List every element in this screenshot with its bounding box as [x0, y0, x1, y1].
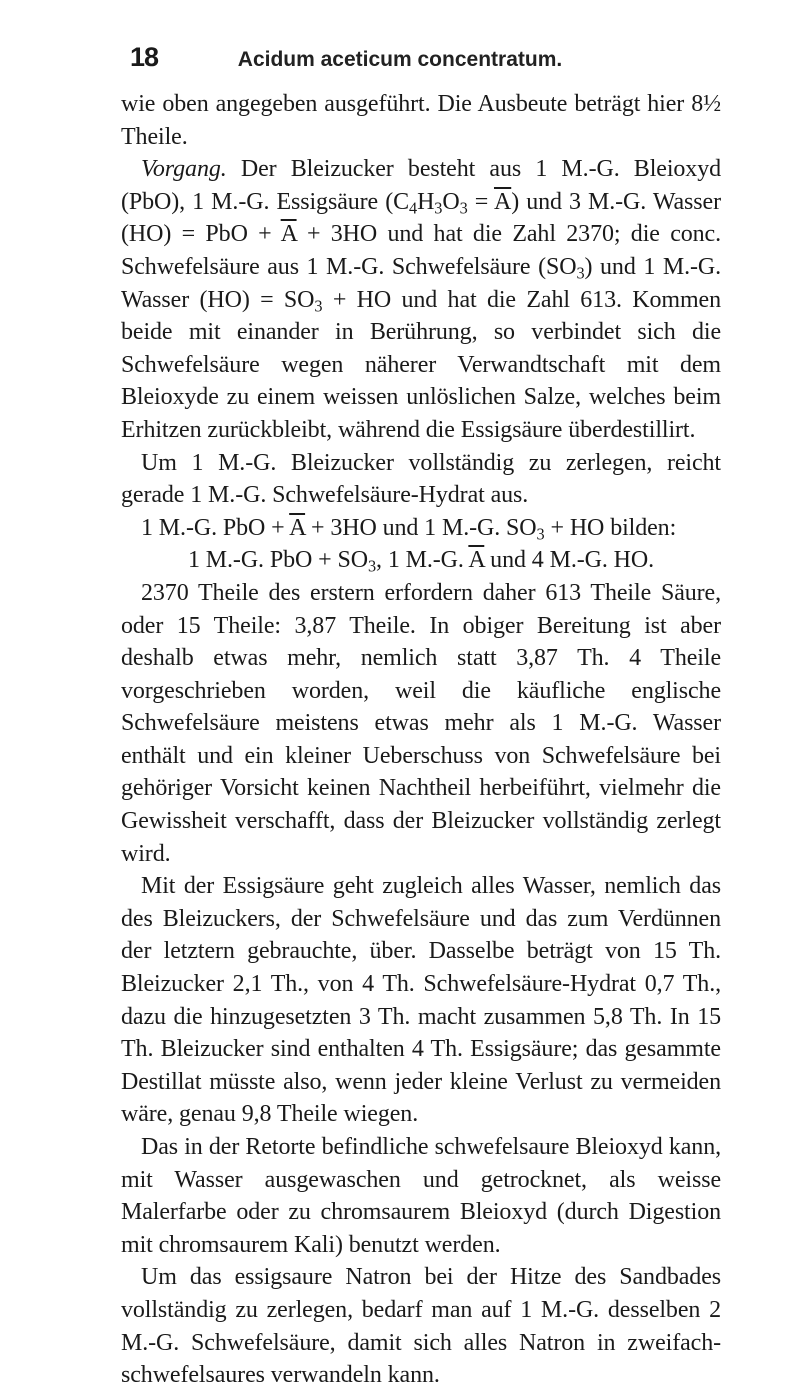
text-run: + 3HO und 1 M.-G. SO — [305, 514, 537, 541]
page-number: 18 — [130, 42, 159, 72]
paragraph-5: Mit der Essigsäure geht zugleich alles Wasser, nemlich das des Bleizuckers, der Schwefelsäure und das zum Verdünnen der letztern gebrauchte, über. Dasselbe beträgt von 15 Th. Bleizucker 2,1 Th., von 4 Th. Schwefelsäure-Hydrat 0,7 Th., dazu die hinzugesetzten 3 Th. macht zusammen 5,8 Th. In 15 Th. Bleizucker sind enthalten 4 Th. Essigsäure; das gesammte Destillat müsste also, wenn jeder kleine Verlust zu vermeiden wäre, genau 9,8 Theile wiegen. — [121, 873, 721, 1128]
paragraph-4: 2370 Theile des erstern erfordern daher 613 Theile Säure, oder 15 Theile: 3,87 Theile. In obiger Bereitung ist aber deshalb etwas mehr, nemlich statt 3,87 Th. 4 Theile vorgeschrieben worden, weil die käufliche englische Schwefelsäure meistens etwas mehr als 1 M.-G. Wasser enthält und ein kleiner Ueberschuss von Schwefelsäure bei gehöriger Vorsicht keinen Nachtheil herbeiführt, vielmehr die Gewissheit verschafft, dass der Bleizucker vollständig zerlegt wird. — [121, 579, 721, 867]
paragraph-lead: Vorgang. — [141, 156, 227, 183]
text-run: , 1 M.-G. — [376, 547, 469, 574]
text-run: + HO bilden: — [544, 514, 677, 541]
subscript: 3 — [367, 556, 377, 576]
text-run: = — [467, 188, 494, 215]
equation-1 — [121, 512, 721, 545]
acid-symbol: $\overline{A}$ — [280, 221, 297, 248]
text-run: O — [442, 188, 460, 215]
page-header — [120, 38, 680, 78]
running-title: Acidum aceticum concentratum. — [237, 48, 563, 71]
text-run: 1 M.-G. PbO + — [141, 514, 290, 541]
paragraph-6: Das in der Retorte befindliche schwefelsaure Bleioxyd kann, mit Wasser ausgewaschen und getrocknet, als weisse Malerfarbe oder zu chromsaurem Bleioxyd (durch Digestion mit chromsaurem Kali) benutzt werden. — [121, 1134, 721, 1258]
acid-symbol: $\overline{A}$ — [493, 188, 512, 215]
text-run: 1 M.-G. PbO + SO — [187, 547, 368, 574]
paragraph-2 — [121, 153, 721, 446]
subscript: 4 — [409, 198, 418, 218]
body-text — [121, 88, 721, 1392]
text-run: H — [417, 188, 435, 215]
subscript: 3 — [434, 198, 443, 218]
text-run: und 4 M.-G. HO. — [484, 547, 655, 574]
equation-2 — [121, 544, 721, 577]
subscript: 3 — [459, 198, 468, 218]
text-run: ) und 3 M.-G. Wasser (HO) = PbO + — [121, 188, 721, 248]
subscript: 3 — [576, 263, 585, 283]
subscript: 3 — [314, 296, 323, 316]
text-run: + 3HO und hat die Zahl 2370; die conc. Schwefelsäure aus 1 M.-G. Schwefelsäure (SO — [121, 221, 721, 280]
subscript: 3 — [536, 524, 545, 544]
paragraph-7: Um das essigsaure Natron bei der Hitze des Sandbades vollständig zu zerlegen, bedarf man auf 1 M.-G. desselben 2 M.-G. Schwefelsäure, damit sich alles Natron in zweifach-schwefelsaures verwandeln kann. — [121, 1264, 721, 1389]
text-run: Der Bleizucker besteht aus 1 M.-G. Bleioxyd (PbO), 1 M.-G. Essigsäure (C — [121, 156, 721, 215]
paragraph-1: wie oben angegeben ausgeführt. Die Ausbeute beträgt hier 8½ Theile. — [121, 91, 721, 150]
acid-symbol: $\overline{A}$ — [289, 514, 306, 541]
text-run: + HO und hat die Zahl 613. Kommen beide mit einander in Berührung, so verbindet sich die Schwefelsäure wegen näherer Verwandtschaft mit dem Bleioxyde zu einem weissen unlöslichen Salze, welches beim Erhitzen zurückbleibt, während die Essigsäure überdestillirt. — [121, 286, 721, 443]
text-run: ) und 1 M.-G. Wasser (HO) = SO — [121, 253, 721, 313]
acid-symbol: $\overline{A}$ — [468, 547, 485, 574]
paragraph-3: Um 1 M.-G. Bleizucker vollständig zu zerlegen, reicht gerade 1 M.-G. Schwefelsäure-Hydrat aus. — [121, 449, 721, 509]
